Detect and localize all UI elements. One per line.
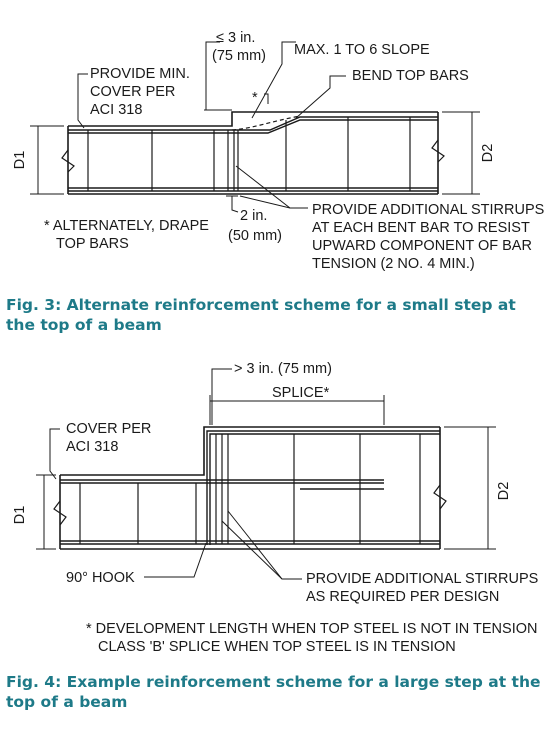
- alternate-star: *: [252, 90, 258, 106]
- bottom-bars: [68, 188, 438, 191]
- note-label-1: * ALTERNATELY, DRAPE: [44, 218, 209, 234]
- step-leader: [212, 369, 232, 425]
- d2-label: D2: [496, 481, 512, 501]
- gap-label-2: (50 mm): [228, 228, 282, 244]
- stirrups-label-2: AS REQUIRED PER DESIGN: [306, 589, 500, 605]
- dimension-d2: [442, 112, 480, 194]
- cover-label-2: ACI 318: [66, 439, 119, 455]
- dimension-d1: [36, 475, 56, 549]
- stirrups-label-1: PROVIDE ADDITIONAL STIRRUPS: [312, 202, 545, 218]
- step-max-label-1: ≤ 3 in.: [216, 30, 256, 46]
- note-label-2: TOP BARS: [56, 236, 129, 252]
- figure-4-caption: Fig. 4: Example reinforcement scheme for a large step at the top of a beam: [6, 673, 541, 711]
- cover-leader: [50, 429, 60, 479]
- hook-label: 90° HOOK: [66, 570, 135, 586]
- figure-3-caption: Fig. 3: Alternate reinforcement scheme for a small step at the top of a beam: [6, 296, 516, 334]
- hook-leader: [144, 543, 206, 577]
- cover-label-1: PROVIDE MIN.: [90, 66, 190, 82]
- stirrups-label-1: PROVIDE ADDITIONAL STIRRUPS: [306, 571, 539, 587]
- note-label-2: CLASS 'B' SPLICE WHEN TOP STEEL IS IN TENSION: [98, 639, 456, 655]
- d2-label: D2: [480, 143, 496, 163]
- cover-label-3: ACI 318: [90, 102, 143, 118]
- gap-leader: [226, 196, 238, 212]
- bottom-bars: [60, 541, 440, 544]
- gap-label-1: 2 in.: [240, 208, 268, 224]
- top-bars: [68, 117, 438, 133]
- d1-label: D1: [12, 150, 28, 170]
- dimension-d2: [444, 427, 496, 549]
- note-label-1: * DEVELOPMENT LENGTH WHEN TOP STEEL IS NOT IN TENSION: [86, 621, 538, 637]
- bend-top-bars-label: BEND TOP BARS: [352, 68, 469, 84]
- figure-3-diagram: [0, 0, 549, 290]
- stirrups-label-4: TENSION (2 NO. 4 MIN.): [312, 256, 475, 272]
- stirrup-leaders: [236, 166, 308, 208]
- cover-label-2: COVER PER: [90, 84, 176, 100]
- splice-label: SPLICE*: [272, 385, 330, 401]
- step-min-label: > 3 in. (75 mm): [234, 361, 332, 377]
- dimension-d1: [30, 126, 64, 194]
- draped-top-bar-alt: [232, 116, 300, 130]
- d1-label: D1: [12, 505, 28, 525]
- slope-label: MAX. 1 TO 6 SLOPE: [294, 42, 430, 58]
- stirrup-leaders: [222, 511, 302, 579]
- step-max-label-2: (75 mm): [212, 48, 266, 64]
- stirrups-label-2: AT EACH BENT BAR TO RESIST: [312, 220, 530, 236]
- figure-4-diagram: [0, 345, 549, 665]
- stirrups-label-3: UPWARD COMPONENT OF BAR: [312, 238, 532, 254]
- beam-outline: [68, 112, 438, 194]
- cover-label-1: COVER PER: [66, 421, 152, 437]
